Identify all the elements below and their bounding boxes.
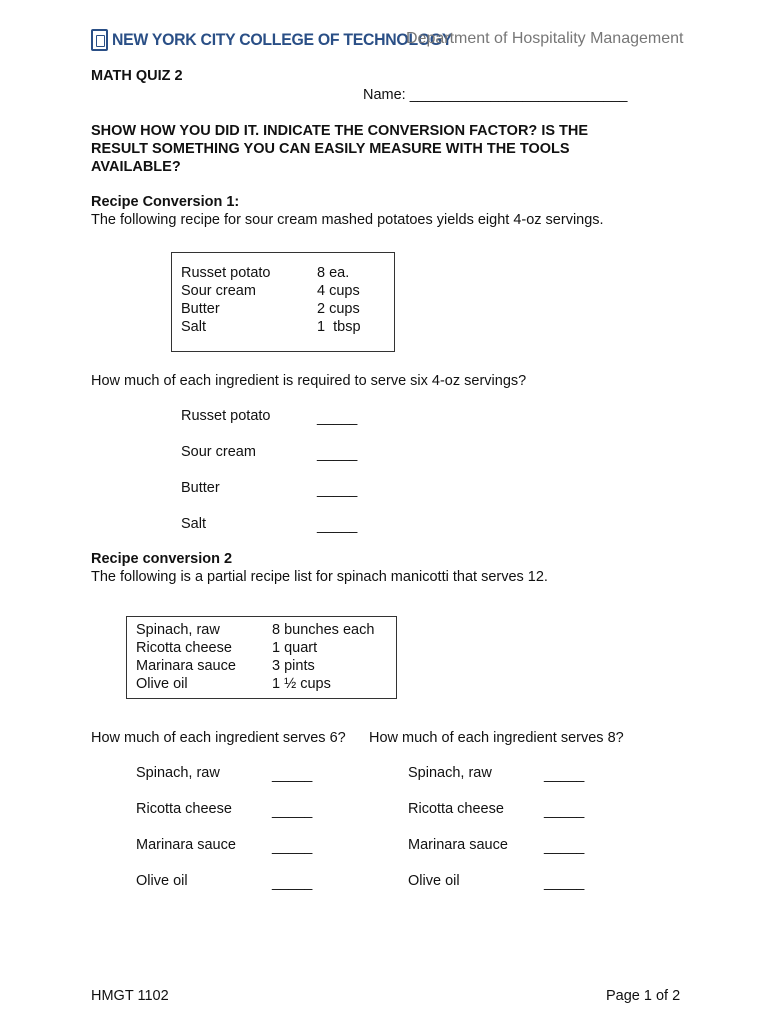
recipe2-answer-right-label: Marinara sauce: [408, 837, 508, 853]
recipe2-ingredient-name: Spinach, raw: [136, 622, 220, 638]
recipe2-ingredient-name: Olive oil: [136, 676, 188, 692]
recipe2-answer-right-label: Spinach, raw: [408, 765, 492, 781]
recipe2-ingredient-amount: 3 pints: [272, 658, 315, 674]
recipe1-ingredient-amount: 1 tbsp: [317, 319, 361, 335]
recipe2-answer-left-label: Olive oil: [136, 873, 188, 889]
recipe2-answer-right-label: Ricotta cheese: [408, 801, 504, 817]
recipe2-answer-left-label: Spinach, raw: [136, 765, 220, 781]
recipe2-ingredient-name: Marinara sauce: [136, 658, 236, 674]
recipe2-heading: Recipe conversion 2: [91, 551, 233, 567]
recipe2-ingredient-name: Ricotta cheese: [136, 640, 232, 656]
name-field[interactable]: Name: ___________________________: [363, 87, 628, 103]
recipe2-question-left: How much of each ingredient serves 6?: [91, 730, 346, 746]
recipe2-answer-left-blank[interactable]: _____: [272, 839, 313, 855]
recipe1-answer-blank[interactable]: _____: [317, 518, 358, 534]
recipe1-answer-blank[interactable]: _____: [317, 410, 358, 426]
recipe1-answer-label: Sour cream: [181, 444, 256, 460]
recipe1-answer-label: Russet potato: [181, 408, 271, 424]
recipe1-description: The following recipe for sour cream mashed potatoes yields eight 4-oz servings.: [91, 212, 604, 228]
quiz-title: MATH QUIZ 2: [91, 68, 183, 84]
recipe1-ingredient-name: Russet potato: [181, 265, 271, 281]
recipe2-answer-left-label: Ricotta cheese: [136, 801, 232, 817]
instructions-line-3: AVAILABLE?: [91, 159, 181, 175]
recipe2-ingredient-amount: 8 bunches each: [272, 622, 375, 638]
footer-page-number: Page 1 of 2: [606, 988, 681, 1004]
recipe1-ingredient-amount: 8 ea.: [317, 265, 350, 281]
recipe1-ingredient-amount: 2 cups: [317, 301, 360, 317]
recipe2-answer-left-blank[interactable]: _____: [272, 767, 313, 783]
instructions-line-1: SHOW HOW YOU DID IT. INDICATE THE CONVERSION FACTOR? IS THE: [91, 123, 589, 139]
recipe1-ingredient-amount: 4 cups: [317, 283, 360, 299]
recipe2-answer-right-blank[interactable]: _____: [544, 803, 585, 819]
recipe2-answer-right-blank[interactable]: _____: [544, 875, 585, 891]
recipe2-description: The following is a partial recipe list for spinach manicotti that serves 12.: [91, 569, 548, 585]
recipe1-ingredient-name: Salt: [181, 319, 206, 335]
recipe1-answer-label: Butter: [181, 480, 220, 496]
instructions-line-2: RESULT SOMETHING YOU CAN EASILY MEASURE WITH THE TOOLS: [91, 141, 570, 157]
footer-course: HMGT 1102: [91, 988, 169, 1004]
recipe1-answer-blank[interactable]: _____: [317, 446, 358, 462]
recipe1-ingredient-name: Butter: [181, 301, 220, 317]
department-name: Department of Hospitality Management: [406, 30, 684, 47]
recipe1-heading: Recipe Conversion 1:: [91, 194, 240, 210]
recipe2-answer-left-label: Marinara sauce: [136, 837, 236, 853]
recipe2-answer-left-blank[interactable]: _____: [272, 875, 313, 891]
recipe1-question: How much of each ingredient is required to serve six 4-oz servings?: [91, 373, 527, 389]
recipe1-ingredient-name: Sour cream: [181, 283, 256, 299]
recipe2-answer-right-blank[interactable]: _____: [544, 767, 585, 783]
recipe2-ingredient-amount: 1 ½ cups: [272, 676, 331, 692]
recipe2-answer-left-blank[interactable]: _____: [272, 803, 313, 819]
recipe2-answer-right-blank[interactable]: _____: [544, 839, 585, 855]
recipe2-ingredient-amount: 1 quart: [272, 640, 318, 656]
recipe1-answer-blank[interactable]: _____: [317, 482, 358, 498]
college-logo-icon: [91, 29, 108, 51]
recipe2-question-right: How much of each ingredient serves 8?: [369, 730, 624, 746]
college-name: NEW YORK CITY COLLEGE OF TECHNOLOGY: [112, 30, 453, 49]
recipe2-answer-right-label: Olive oil: [408, 873, 460, 889]
recipe1-answer-label: Salt: [181, 516, 206, 532]
